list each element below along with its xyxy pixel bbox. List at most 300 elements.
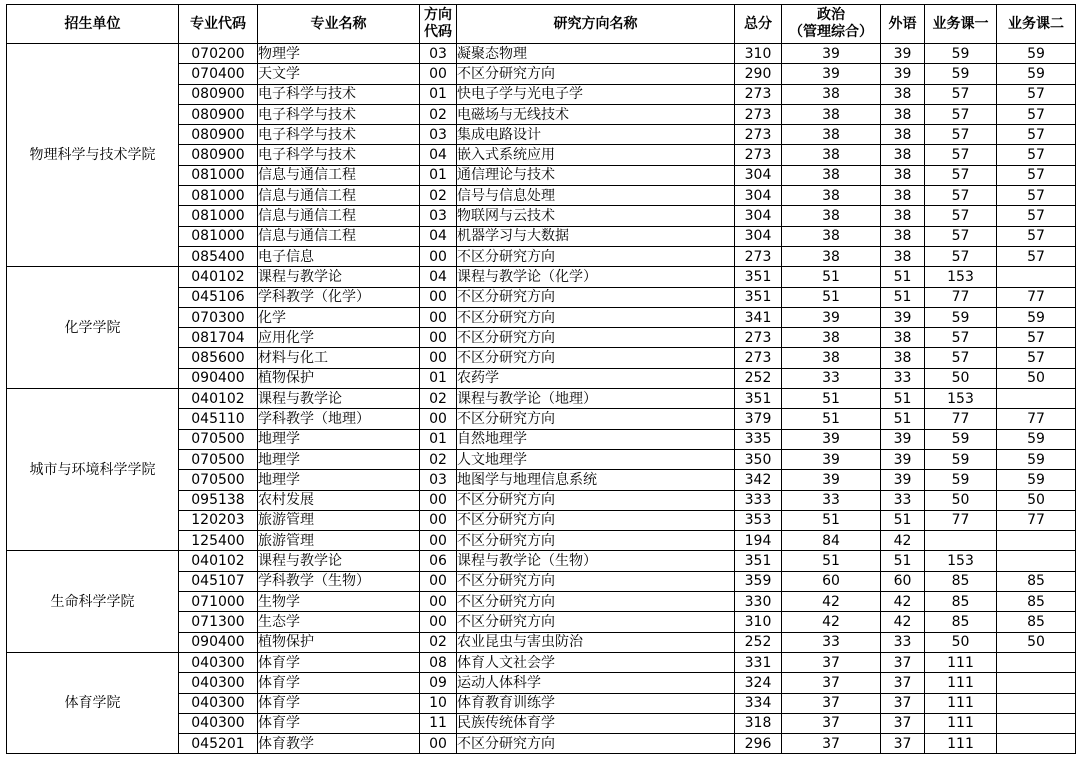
major-code-cell: 070500 xyxy=(179,429,258,449)
research-direction-cell: 电磁场与无线技术 xyxy=(457,104,735,124)
research-direction-cell: 人文地理学 xyxy=(457,449,735,469)
course2-score-cell: 77 xyxy=(997,510,1076,530)
course2-score-cell: 77 xyxy=(997,287,1076,307)
course2-score-cell xyxy=(997,693,1076,713)
total-score-cell: 273 xyxy=(735,125,782,145)
research-direction-cell: 不区分研究方向 xyxy=(457,409,735,429)
politics-score-cell: 38 xyxy=(782,125,881,145)
politics-score-cell: 33 xyxy=(782,632,881,652)
foreign-score-cell: 42 xyxy=(881,592,925,612)
course1-score-cell: 57 xyxy=(925,328,997,348)
major-name-cell: 电子科学与技术 xyxy=(258,125,420,145)
foreign-score-cell: 38 xyxy=(881,84,925,104)
course1-score-cell: 57 xyxy=(925,348,997,368)
course1-score-cell: 85 xyxy=(925,612,997,632)
direction-code-cell: 02 xyxy=(420,632,457,652)
major-name-cell: 物理学 xyxy=(258,44,420,64)
course1-score-cell: 153 xyxy=(925,389,997,409)
research-direction-cell: 信号与信息处理 xyxy=(457,186,735,206)
research-direction-cell: 运动人体科学 xyxy=(457,673,735,693)
major-code-cell: 081000 xyxy=(179,226,258,246)
header-direction-code-line2: 代码 xyxy=(424,24,452,40)
table-row xyxy=(7,551,1076,571)
course2-score-cell xyxy=(997,389,1076,409)
total-score-cell: 330 xyxy=(735,592,782,612)
course1-score-cell: 85 xyxy=(925,571,997,591)
header-name: 专业名称 xyxy=(258,5,420,44)
major-name-cell: 体育学 xyxy=(258,693,420,713)
major-name-cell: 电子科学与技术 xyxy=(258,84,420,104)
research-direction-cell: 民族传统体育学 xyxy=(457,713,735,733)
foreign-score-cell: 39 xyxy=(881,449,925,469)
research-direction-cell: 快电子学与光电子学 xyxy=(457,84,735,104)
foreign-score-cell: 38 xyxy=(881,125,925,145)
direction-code-cell: 00 xyxy=(420,592,457,612)
header-politics-line2: （管理综合） xyxy=(789,24,873,40)
research-direction-cell: 不区分研究方向 xyxy=(457,510,735,530)
course2-score-cell: 57 xyxy=(997,348,1076,368)
research-direction-cell: 不区分研究方向 xyxy=(457,734,735,754)
direction-code-cell: 03 xyxy=(420,470,457,490)
research-direction-cell: 不区分研究方向 xyxy=(457,307,735,327)
total-score-cell: 351 xyxy=(735,287,782,307)
course2-score-cell: 57 xyxy=(997,125,1076,145)
total-score-cell: 334 xyxy=(735,693,782,713)
header-politics-line1: 政治 xyxy=(817,7,845,23)
direction-code-cell: 00 xyxy=(420,510,457,530)
course2-score-cell: 85 xyxy=(997,571,1076,591)
direction-code-cell: 04 xyxy=(420,226,457,246)
direction-code-cell: 00 xyxy=(420,734,457,754)
direction-code-cell: 00 xyxy=(420,287,457,307)
direction-code-cell: 00 xyxy=(420,348,457,368)
major-code-cell: 081000 xyxy=(179,165,258,185)
major-code-cell: 045106 xyxy=(179,287,258,307)
course1-score-cell: 111 xyxy=(925,673,997,693)
major-code-cell: 040300 xyxy=(179,713,258,733)
major-code-cell: 085600 xyxy=(179,348,258,368)
course1-score-cell: 57 xyxy=(925,125,997,145)
direction-code-cell: 00 xyxy=(420,328,457,348)
politics-score-cell: 33 xyxy=(782,368,881,388)
research-direction-cell: 不区分研究方向 xyxy=(457,287,735,307)
major-code-cell: 080900 xyxy=(179,125,258,145)
major-code-cell: 045110 xyxy=(179,409,258,429)
unit-cell: 物理科学与技术学院 xyxy=(7,44,179,267)
foreign-score-cell: 37 xyxy=(881,713,925,733)
total-score-cell: 342 xyxy=(735,470,782,490)
course2-score-cell: 57 xyxy=(997,145,1076,165)
foreign-score-cell: 42 xyxy=(881,612,925,632)
research-direction-cell: 不区分研究方向 xyxy=(457,64,735,84)
total-score-cell: 379 xyxy=(735,409,782,429)
major-code-cell: 040102 xyxy=(179,389,258,409)
foreign-score-cell: 51 xyxy=(881,551,925,571)
major-name-cell: 旅游管理 xyxy=(258,531,420,551)
course1-score-cell: 153 xyxy=(925,267,997,287)
header-politics xyxy=(782,5,881,44)
research-direction-cell: 不区分研究方向 xyxy=(457,571,735,591)
politics-score-cell: 51 xyxy=(782,267,881,287)
major-code-cell: 080900 xyxy=(179,104,258,124)
major-code-cell: 081000 xyxy=(179,186,258,206)
major-name-cell: 体育学 xyxy=(258,673,420,693)
course1-score-cell: 59 xyxy=(925,64,997,84)
course2-score-cell xyxy=(997,551,1076,571)
total-score-cell: 341 xyxy=(735,307,782,327)
politics-score-cell: 37 xyxy=(782,713,881,733)
direction-code-cell: 08 xyxy=(420,652,457,672)
header-code: 专业代码 xyxy=(179,5,258,44)
total-score-cell: 331 xyxy=(735,652,782,672)
politics-score-cell: 39 xyxy=(782,64,881,84)
research-direction-cell: 不区分研究方向 xyxy=(457,246,735,266)
foreign-score-cell: 39 xyxy=(881,429,925,449)
header-direction-code-line1: 方向 xyxy=(424,7,452,23)
foreign-score-cell: 60 xyxy=(881,571,925,591)
direction-code-cell: 00 xyxy=(420,246,457,266)
major-code-cell: 085400 xyxy=(179,246,258,266)
major-code-cell: 090400 xyxy=(179,368,258,388)
politics-score-cell: 37 xyxy=(782,693,881,713)
total-score-cell: 335 xyxy=(735,429,782,449)
course2-score-cell: 50 xyxy=(997,632,1076,652)
foreign-score-cell: 38 xyxy=(881,145,925,165)
foreign-score-cell: 38 xyxy=(881,246,925,266)
foreign-score-cell: 38 xyxy=(881,348,925,368)
course2-score-cell: 57 xyxy=(997,246,1076,266)
course2-score-cell: 57 xyxy=(997,104,1076,124)
header-foreign: 外语 xyxy=(881,5,925,44)
major-code-cell: 045107 xyxy=(179,571,258,591)
research-direction-cell: 集成电路设计 xyxy=(457,125,735,145)
total-score-cell: 304 xyxy=(735,165,782,185)
foreign-score-cell: 38 xyxy=(881,226,925,246)
research-direction-cell: 体育教育训练学 xyxy=(457,693,735,713)
foreign-score-cell: 51 xyxy=(881,287,925,307)
course1-score-cell: 59 xyxy=(925,307,997,327)
research-direction-cell: 农药学 xyxy=(457,368,735,388)
major-name-cell: 课程与教学论 xyxy=(258,389,420,409)
major-code-cell: 071300 xyxy=(179,612,258,632)
foreign-score-cell: 39 xyxy=(881,64,925,84)
foreign-score-cell: 38 xyxy=(881,206,925,226)
major-code-cell: 070300 xyxy=(179,307,258,327)
header-row xyxy=(7,5,1076,44)
table-row xyxy=(7,267,1076,287)
direction-code-cell: 02 xyxy=(420,449,457,469)
major-code-cell: 080900 xyxy=(179,84,258,104)
major-code-cell: 040300 xyxy=(179,652,258,672)
header-course1: 业务课一 xyxy=(925,5,997,44)
course1-score-cell: 77 xyxy=(925,510,997,530)
header-direction-code xyxy=(420,5,457,44)
foreign-score-cell: 39 xyxy=(881,470,925,490)
total-score-cell: 359 xyxy=(735,571,782,591)
total-score-cell: 273 xyxy=(735,246,782,266)
course2-score-cell xyxy=(997,673,1076,693)
course2-score-cell: 59 xyxy=(997,470,1076,490)
direction-code-cell: 01 xyxy=(420,368,457,388)
major-name-cell: 体育教学 xyxy=(258,734,420,754)
politics-score-cell: 84 xyxy=(782,531,881,551)
major-name-cell: 学科教学（化学） xyxy=(258,287,420,307)
major-code-cell: 081704 xyxy=(179,328,258,348)
course1-score-cell: 57 xyxy=(925,165,997,185)
direction-code-cell: 00 xyxy=(420,490,457,510)
course2-score-cell xyxy=(997,531,1076,551)
direction-code-cell: 01 xyxy=(420,429,457,449)
major-code-cell: 040102 xyxy=(179,551,258,571)
foreign-score-cell: 51 xyxy=(881,510,925,530)
foreign-score-cell: 37 xyxy=(881,673,925,693)
research-direction-cell: 不区分研究方向 xyxy=(457,490,735,510)
direction-code-cell: 01 xyxy=(420,165,457,185)
course1-score-cell: 59 xyxy=(925,44,997,64)
course1-score-cell: 57 xyxy=(925,186,997,206)
major-code-cell: 095138 xyxy=(179,490,258,510)
foreign-score-cell: 33 xyxy=(881,490,925,510)
major-name-cell: 农村发展 xyxy=(258,490,420,510)
header-unit: 招生单位 xyxy=(7,5,179,44)
politics-score-cell: 39 xyxy=(782,307,881,327)
politics-score-cell: 51 xyxy=(782,551,881,571)
major-code-cell: 070500 xyxy=(179,449,258,469)
politics-score-cell: 38 xyxy=(782,206,881,226)
politics-score-cell: 51 xyxy=(782,287,881,307)
major-code-cell: 070200 xyxy=(179,44,258,64)
direction-code-cell: 06 xyxy=(420,551,457,571)
foreign-score-cell: 38 xyxy=(881,328,925,348)
total-score-cell: 296 xyxy=(735,734,782,754)
politics-score-cell: 60 xyxy=(782,571,881,591)
politics-score-cell: 39 xyxy=(782,449,881,469)
total-score-cell: 324 xyxy=(735,673,782,693)
unit-cell: 体育学院 xyxy=(7,652,179,753)
foreign-score-cell: 38 xyxy=(881,165,925,185)
politics-score-cell: 38 xyxy=(782,165,881,185)
course2-score-cell xyxy=(997,713,1076,733)
course2-score-cell: 85 xyxy=(997,592,1076,612)
foreign-score-cell: 37 xyxy=(881,652,925,672)
politics-score-cell: 42 xyxy=(782,612,881,632)
direction-code-cell: 02 xyxy=(420,104,457,124)
course1-score-cell: 153 xyxy=(925,551,997,571)
research-direction-cell: 不区分研究方向 xyxy=(457,612,735,632)
total-score-cell: 273 xyxy=(735,84,782,104)
major-name-cell: 植物保护 xyxy=(258,632,420,652)
major-name-cell: 信息与通信工程 xyxy=(258,165,420,185)
direction-code-cell: 04 xyxy=(420,145,457,165)
table-row xyxy=(7,652,1076,672)
course1-score-cell: 57 xyxy=(925,104,997,124)
major-name-cell: 植物保护 xyxy=(258,368,420,388)
major-name-cell: 课程与教学论 xyxy=(258,551,420,571)
major-name-cell: 生物学 xyxy=(258,592,420,612)
foreign-score-cell: 33 xyxy=(881,632,925,652)
course1-score-cell: 77 xyxy=(925,287,997,307)
course2-score-cell: 59 xyxy=(997,449,1076,469)
table-row xyxy=(7,389,1076,409)
course2-score-cell: 57 xyxy=(997,186,1076,206)
total-score-cell: 252 xyxy=(735,368,782,388)
direction-code-cell: 04 xyxy=(420,267,457,287)
course1-score-cell: 50 xyxy=(925,490,997,510)
total-score-cell: 273 xyxy=(735,145,782,165)
course2-score-cell: 50 xyxy=(997,490,1076,510)
course2-score-cell: 57 xyxy=(997,328,1076,348)
total-score-cell: 273 xyxy=(735,104,782,124)
course1-score-cell: 59 xyxy=(925,470,997,490)
research-direction-cell: 不区分研究方向 xyxy=(457,328,735,348)
politics-score-cell: 51 xyxy=(782,389,881,409)
course1-score-cell: 59 xyxy=(925,449,997,469)
direction-code-cell: 00 xyxy=(420,307,457,327)
course2-score-cell: 50 xyxy=(997,368,1076,388)
foreign-score-cell: 51 xyxy=(881,267,925,287)
table-row xyxy=(7,44,1076,64)
politics-score-cell: 38 xyxy=(782,84,881,104)
course2-score-cell: 59 xyxy=(997,307,1076,327)
direction-code-cell: 00 xyxy=(420,571,457,591)
header-research: 研究方向名称 xyxy=(457,5,735,44)
major-name-cell: 电子科学与技术 xyxy=(258,145,420,165)
research-direction-cell: 自然地理学 xyxy=(457,429,735,449)
research-direction-cell: 体育人文社会学 xyxy=(457,652,735,672)
major-name-cell: 体育学 xyxy=(258,713,420,733)
direction-code-cell: 03 xyxy=(420,206,457,226)
foreign-score-cell: 51 xyxy=(881,409,925,429)
total-score-cell: 273 xyxy=(735,328,782,348)
research-direction-cell: 地图学与地理信息系统 xyxy=(457,470,735,490)
course1-score-cell: 111 xyxy=(925,713,997,733)
direction-code-cell: 11 xyxy=(420,713,457,733)
total-score-cell: 304 xyxy=(735,206,782,226)
foreign-score-cell: 39 xyxy=(881,44,925,64)
course1-score-cell: 111 xyxy=(925,693,997,713)
course1-score-cell: 57 xyxy=(925,84,997,104)
research-direction-cell: 农业昆虫与害虫防治 xyxy=(457,632,735,652)
course2-score-cell: 59 xyxy=(997,64,1076,84)
research-direction-cell: 通信理论与技术 xyxy=(457,165,735,185)
major-name-cell: 体育学 xyxy=(258,652,420,672)
course2-score-cell xyxy=(997,734,1076,754)
major-code-cell: 090400 xyxy=(179,632,258,652)
major-code-cell: 045201 xyxy=(179,734,258,754)
foreign-score-cell: 51 xyxy=(881,389,925,409)
direction-code-cell: 00 xyxy=(420,409,457,429)
major-code-cell: 120203 xyxy=(179,510,258,530)
major-name-cell: 地理学 xyxy=(258,470,420,490)
politics-score-cell: 51 xyxy=(782,409,881,429)
header-course2: 业务课二 xyxy=(997,5,1076,44)
politics-score-cell: 38 xyxy=(782,328,881,348)
major-name-cell: 学科教学（地理） xyxy=(258,409,420,429)
politics-score-cell: 37 xyxy=(782,652,881,672)
major-code-cell: 125400 xyxy=(179,531,258,551)
total-score-cell: 333 xyxy=(735,490,782,510)
major-name-cell: 信息与通信工程 xyxy=(258,226,420,246)
course2-score-cell xyxy=(997,267,1076,287)
direction-code-cell: 00 xyxy=(420,64,457,84)
total-score-cell: 252 xyxy=(735,632,782,652)
major-code-cell: 081000 xyxy=(179,206,258,226)
research-direction-cell: 凝聚态物理 xyxy=(457,44,735,64)
direction-code-cell: 02 xyxy=(420,389,457,409)
major-code-cell: 040300 xyxy=(179,673,258,693)
major-name-cell: 电子科学与技术 xyxy=(258,104,420,124)
politics-score-cell: 38 xyxy=(782,226,881,246)
total-score-cell: 351 xyxy=(735,267,782,287)
politics-score-cell: 38 xyxy=(782,145,881,165)
total-score-cell: 304 xyxy=(735,186,782,206)
politics-score-cell: 42 xyxy=(782,592,881,612)
major-name-cell: 信息与通信工程 xyxy=(258,206,420,226)
politics-score-cell: 39 xyxy=(782,429,881,449)
total-score-cell: 194 xyxy=(735,531,782,551)
total-score-cell: 351 xyxy=(735,551,782,571)
major-name-cell: 学科教学（生物） xyxy=(258,571,420,591)
politics-score-cell: 37 xyxy=(782,673,881,693)
header-total: 总分 xyxy=(735,5,782,44)
course2-score-cell: 77 xyxy=(997,409,1076,429)
major-name-cell: 电子信息 xyxy=(258,246,420,266)
research-direction-cell: 不区分研究方向 xyxy=(457,531,735,551)
politics-score-cell: 38 xyxy=(782,246,881,266)
major-name-cell: 信息与通信工程 xyxy=(258,186,420,206)
politics-score-cell: 39 xyxy=(782,44,881,64)
total-score-cell: 310 xyxy=(735,44,782,64)
direction-code-cell: 00 xyxy=(420,531,457,551)
major-name-cell: 课程与教学论 xyxy=(258,267,420,287)
major-name-cell: 生态学 xyxy=(258,612,420,632)
course2-score-cell: 85 xyxy=(997,612,1076,632)
course1-score-cell: 77 xyxy=(925,409,997,429)
course2-score-cell: 57 xyxy=(997,226,1076,246)
major-code-cell: 070500 xyxy=(179,470,258,490)
major-name-cell: 化学 xyxy=(258,307,420,327)
total-score-cell: 353 xyxy=(735,510,782,530)
direction-code-cell: 00 xyxy=(420,612,457,632)
course1-score-cell: 57 xyxy=(925,145,997,165)
total-score-cell: 304 xyxy=(735,226,782,246)
research-direction-cell: 物联网与云技术 xyxy=(457,206,735,226)
unit-cell: 城市与环境科学学院 xyxy=(7,389,179,551)
direction-code-cell: 10 xyxy=(420,693,457,713)
politics-score-cell: 33 xyxy=(782,490,881,510)
direction-code-cell: 09 xyxy=(420,673,457,693)
total-score-cell: 351 xyxy=(735,389,782,409)
foreign-score-cell: 42 xyxy=(881,531,925,551)
major-name-cell: 旅游管理 xyxy=(258,510,420,530)
course2-score-cell: 57 xyxy=(997,84,1076,104)
major-name-cell: 天文学 xyxy=(258,64,420,84)
unit-cell: 生命科学学院 xyxy=(7,551,179,652)
major-code-cell: 080900 xyxy=(179,145,258,165)
major-name-cell: 地理学 xyxy=(258,449,420,469)
major-code-cell: 070400 xyxy=(179,64,258,84)
major-code-cell: 040102 xyxy=(179,267,258,287)
direction-code-cell: 02 xyxy=(420,186,457,206)
total-score-cell: 350 xyxy=(735,449,782,469)
total-score-cell: 318 xyxy=(735,713,782,733)
direction-code-cell: 01 xyxy=(420,84,457,104)
politics-score-cell: 39 xyxy=(782,470,881,490)
course2-score-cell: 59 xyxy=(997,44,1076,64)
politics-score-cell: 38 xyxy=(782,104,881,124)
research-direction-cell: 课程与教学论（地理） xyxy=(457,389,735,409)
foreign-score-cell: 38 xyxy=(881,104,925,124)
